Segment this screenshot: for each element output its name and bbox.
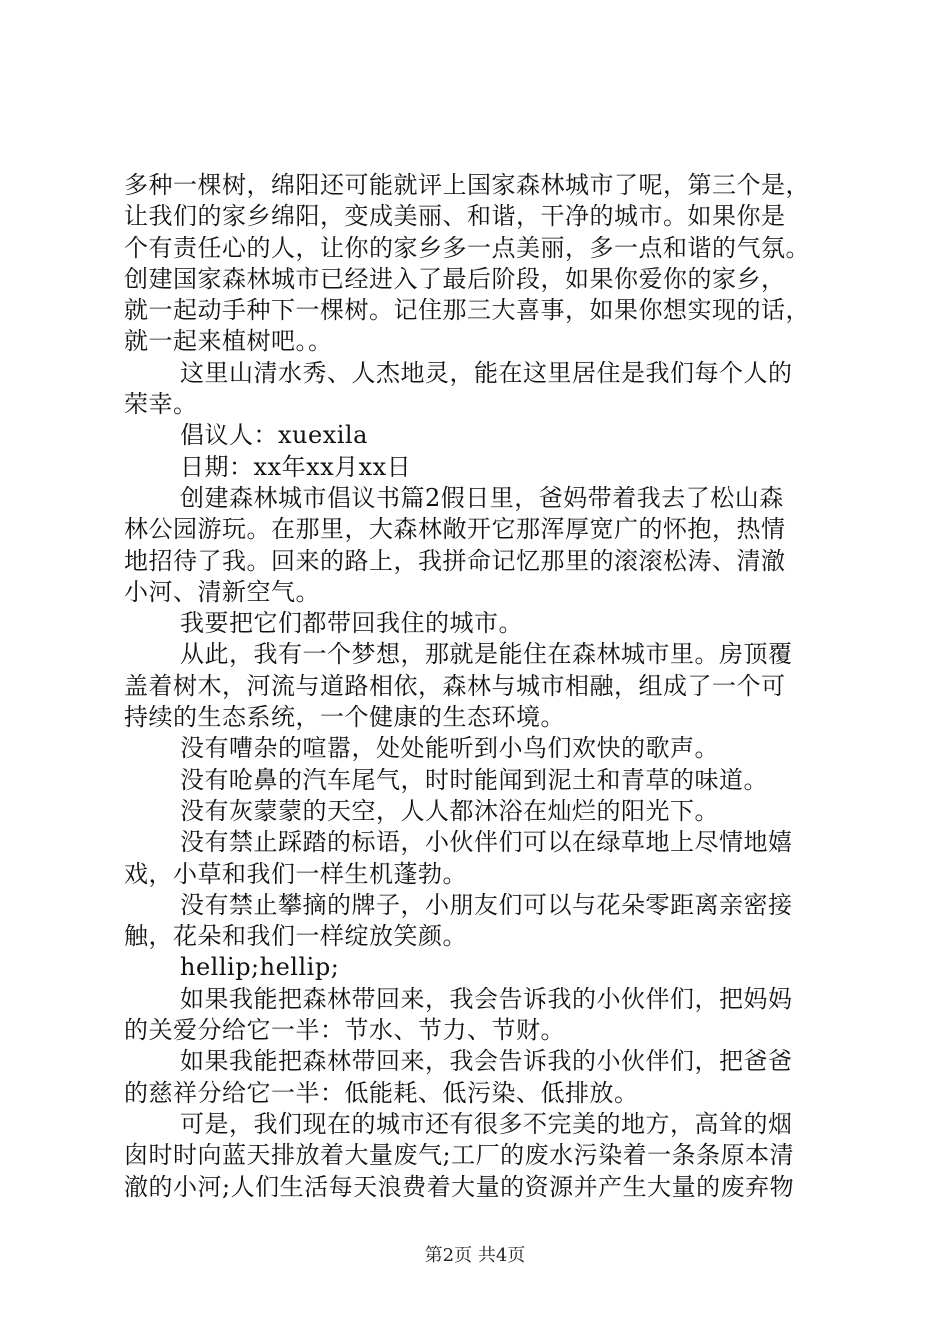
text-line: 就一起动手种下一棵树。记住那三大喜事，如果你想实现的话， bbox=[124, 296, 810, 325]
document-body bbox=[124, 170, 836, 1203]
text-line: 小河、清新空气。 bbox=[124, 577, 320, 606]
text-line: 从此，我有一个梦想，那就是能住在森林城市里。房顶覆 bbox=[180, 640, 793, 669]
text-line: 澈的小河;人们生活每天浪费着大量的资源并产生大量的废弃物 bbox=[124, 1172, 795, 1201]
text-line: 可是，我们现在的城市还有很多不完美的地方，高耸的烟 bbox=[180, 1109, 793, 1138]
text-line: 戏，小草和我们一样生机蓬勃。 bbox=[124, 859, 467, 888]
text-line: 倡议人：xuexila bbox=[180, 421, 368, 450]
text-line: 日期：xx年xx月xx日 bbox=[180, 452, 412, 481]
text-line: 如果我能把森林带回来，我会告诉我的小伙伴们，把爸爸 bbox=[180, 1047, 793, 1076]
text-line: 多种一棵树，绵阳还可能就评上国家森林城市了呢，第三个是， bbox=[124, 171, 810, 199]
text-line: 的关爱分给它一半：节水、节力、节财。 bbox=[124, 1016, 565, 1045]
text-line: 创建森林城市倡议书篇2假日里，爸妈带着我去了松山森 bbox=[180, 483, 784, 512]
text-line: 创建国家森林城市已经进入了最后阶段，如果你爱你的家乡， bbox=[124, 264, 786, 293]
text-line: 没有禁止攀摘的牌子，小朋友们可以与花朵零距离亲密接 bbox=[180, 890, 793, 919]
text-line: 地招待了我。回来的路上，我拼命记忆那里的滚滚松涛、清澈 bbox=[124, 546, 786, 575]
text-line: 如果我能把森林带回来，我会告诉我的小伙伴们，把妈妈 bbox=[180, 984, 793, 1013]
text-line: 就一起来植树吧。。 bbox=[124, 327, 333, 356]
text-line: 持续的生态系统，一个健康的生态环境。 bbox=[124, 703, 565, 732]
text-line: 这里山清水秀、人杰地灵，能在这里居住是我们每个人的 bbox=[180, 358, 793, 387]
text-line: 没有灰蒙蒙的天空，人人都沐浴在灿烂的阳光下。 bbox=[180, 796, 719, 825]
text-line: 没有嘈杂的喧嚣，处处能听到小鸟们欢快的歌声。 bbox=[180, 734, 719, 763]
text-line: 我要把它们都带回我住的城市。 bbox=[180, 609, 523, 638]
page-number-footer: 第2页 共4页 bbox=[424, 1245, 526, 1266]
text-line: 的慈祥分给它一半：低能耗、低污染、低排放。 bbox=[124, 1078, 639, 1107]
text-line: 触，花朵和我们一样绽放笑颜。 bbox=[124, 922, 467, 951]
text-line: 林公园游玩。在那里，大森林敞开它那浑厚宽广的怀抱，热情 bbox=[124, 515, 786, 544]
text-line: 荣幸。 bbox=[124, 390, 198, 419]
text-line: 没有禁止踩踏的标语，小伙伴们可以在绿草地上尽情地嬉 bbox=[180, 828, 793, 857]
text-line: 让我们的家乡绵阳，变成美丽、和谐，干净的城市。如果你是 bbox=[124, 202, 786, 231]
text-line: 囱时时向蓝天排放着大量废气;工厂的废水污染着一条条原本清 bbox=[124, 1141, 795, 1170]
text-line: 没有呛鼻的汽车尾气，时时能闻到泥土和青草的味道。 bbox=[180, 765, 768, 794]
text-line: 个有责任心的人，让你的家乡多一点美丽，多一点和谐的气氛。 bbox=[124, 233, 810, 262]
text-line: hellip;hellip; bbox=[180, 953, 340, 982]
text-line: 盖着树木，河流与道路相依，森林与城市相融，组成了一个可 bbox=[124, 671, 786, 700]
